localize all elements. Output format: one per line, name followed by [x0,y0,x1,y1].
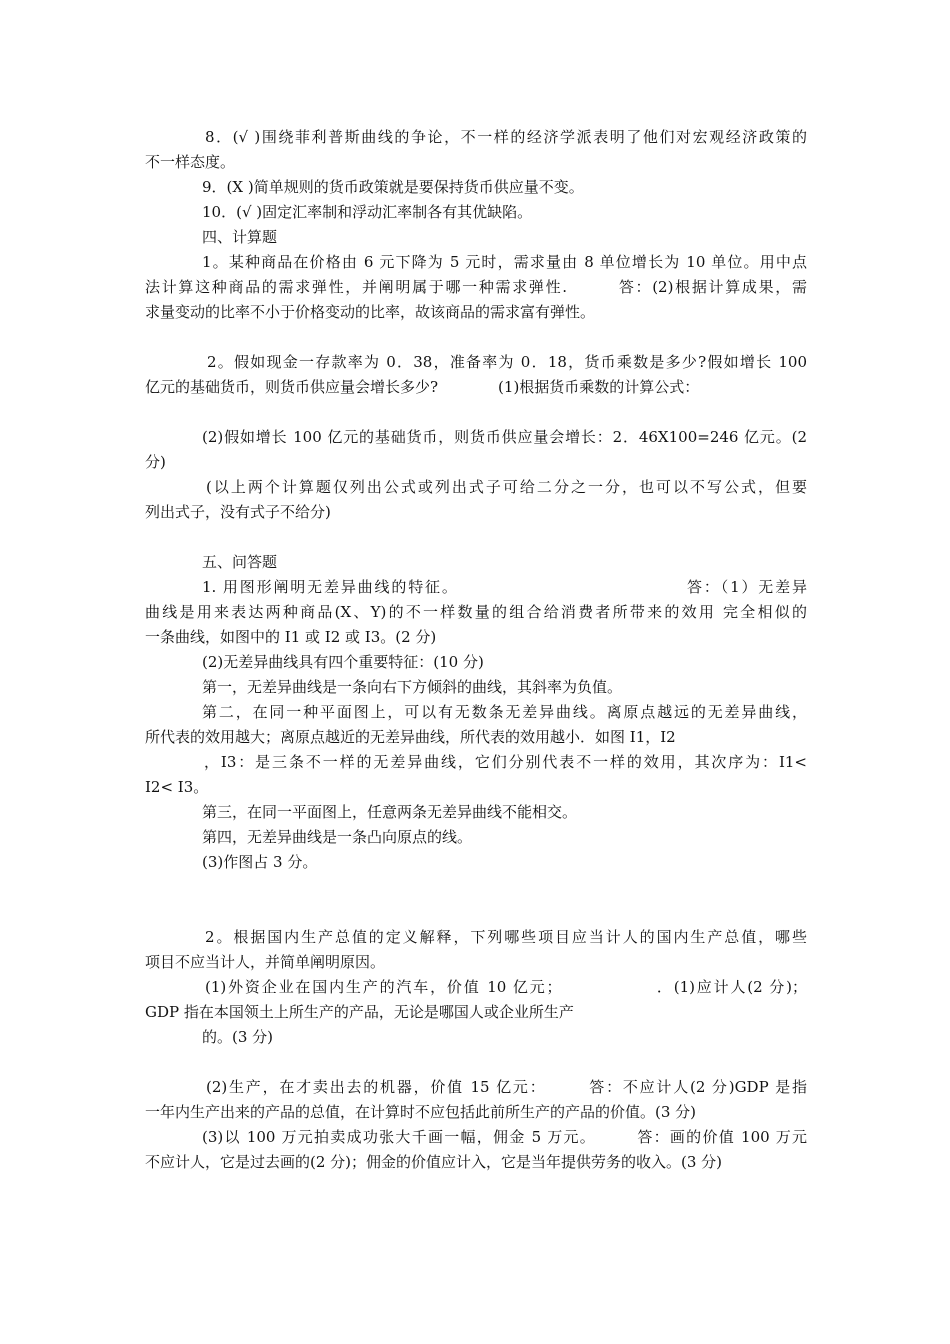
text-line: 列出式子，没有式子不给分) [145,503,331,521]
text-line: 1。某种商品在价格由 6 元下降为 5 元时，需求量由 8 单位增长为 10 单位。用中点 [202,253,807,271]
text-line: (2)无差异曲线具有四个重要特征：(10 分) [202,653,484,671]
text-line: (以上两个计算题仅列出公式或列出式子可给二分之一分，也可以不写公式，但要 [206,478,807,496]
text-line: 求量变动的比率不小于价格变动的比率，故该商品的需求富有弹性。 [145,303,596,321]
text-line: 2。根据国内生产总值的定义解释，下列哪些项目应当计人的国内生产总值，哪些 [205,928,807,946]
text-line: 不一样态度。 [145,153,236,171]
text-line: 一条曲线，如图中的 I1 或 I2 或 I3。(2 分) [145,628,437,646]
text-line: 第二，在同一种平面图上，可以有无数条无差异曲线。离原点越远的无差异曲线， [202,703,807,721]
text-line: (3)以 100 万元拍卖成功张大千画一幅，佣金 5 万元。 答：画的价值 100 万元 [202,1128,807,1146]
text-line: 10．(√ )固定汇率制和浮动汇率制各有其优缺陷。 [202,203,533,221]
text-line: 第三，在同一平面图上，任意两条无差异曲线不能相交。 [202,803,578,821]
text-line: (1)外资企业在国内生产的汽车，价值 10 亿元； ．(1)应计人(2 分)； [205,978,807,996]
text-line: (3)作图占 3 分。 [202,853,318,871]
text-line: 所代表的效用越大；离原点越近的无差异曲线，所代表的效用越小．如图 I1，I2 [145,728,676,746]
text-line: 一年内生产出来的产品的总值，在计算时不应包括此前所生产的产品的价值。(3 分) [145,1103,697,1121]
section-heading: 四、计算题 [202,228,278,246]
text-line: 第四，无差异曲线是一条凸向原点的线。 [202,828,473,846]
text-line: 8．(√ )围绕菲利普斯曲线的争论，不一样的经济学派表明了他们对宏观经济政策的 [205,128,807,146]
text-line: 法计算这种商品的需求弹性，并阐明属于哪一种需求弹性. 答：(2)根据计算成果，需 [145,278,807,296]
text-line: 曲线是用来表达两种商品(X、Y)的不一样数量的组合给消费者所带来的效用 完全相似的 [145,603,807,621]
text-line: 2。假如现金一存款率为 0．38，准备率为 0．18，货币乘数是多少?假如增长 100 [207,353,807,371]
text-line: 项目不应当计人，并简单阐明原因。 [145,953,386,971]
text-line: 9．(X )简单规则的货币政策就是要保持货币供应量不变。 [202,178,584,196]
text-line: (2)假如增长 100 亿元的基础货币，则货币供应量会增长：2．46X100=246 亿元。(2 [202,428,807,446]
text-line: 亿元的基础货币，则货币供应量会增长多少? (1)根据货币乘数的计算公式： [145,378,700,396]
text-line: I2< I3。 [145,778,209,796]
section-heading: 五、问答题 [202,553,278,571]
text-line: 的。(3 分) [202,1028,274,1046]
text-line: ，I3：是三条不一样的无差异曲线，它们分别代表不一样的效用，其次序为：I1< [204,753,807,771]
text-line: GDP 指在本国领土上所生产的产品，无论是哪国人或企业所生产 [145,1003,574,1021]
text-line: (2)生产，在才卖出去的机器，价值 15 亿元： 答：不应计人(2 分)GDP 是指 [206,1078,807,1096]
text-line: 不应计人，它是过去画的(2 分)；佣金的价值应计入，它是当年提供劳务的收入。(3 分) [145,1153,723,1171]
text-line: 分) [145,453,166,471]
text-line: 第一，无差异曲线是一条向右下方倾斜的曲线，其斜率为负值。 [202,678,623,696]
text-line: 1. 用图形阐明无差异曲线的特征。 答：（1）无差异 [202,578,807,596]
